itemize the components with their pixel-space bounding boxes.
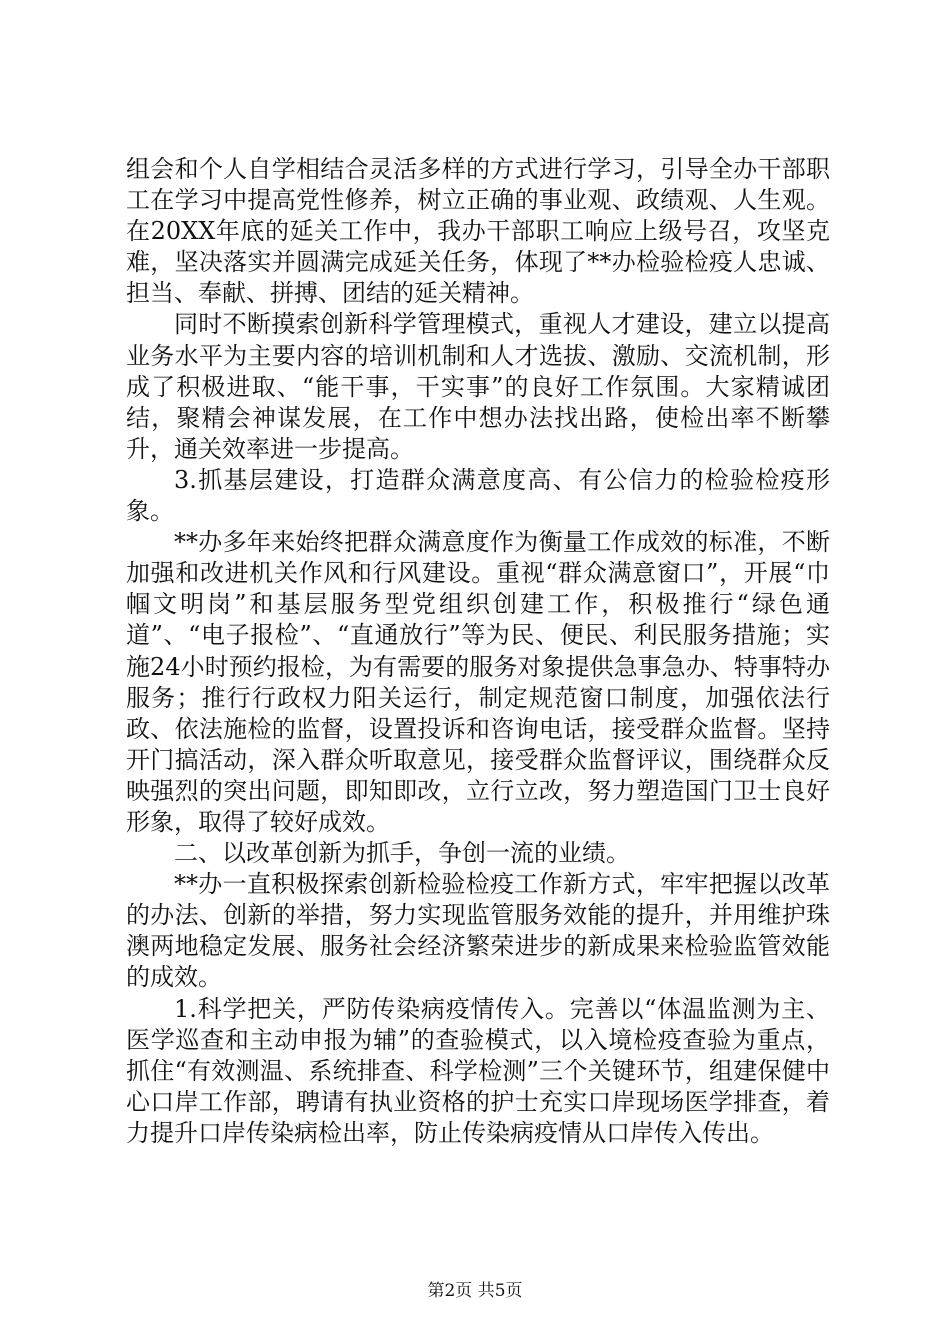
paragraph-heading-3: 3.抓基层建设，打造群众满意度高、有公信力的检验检疫形象。 <box>126 465 830 526</box>
paragraph-section-2-heading: 二、以改革创新为抓手，争创一流的业绩。 <box>174 839 630 868</box>
paragraph-heading-1-epidemic: 1.科学把关，严防传染病疫情传入。完善以“体温监测为主、医学巡查和主动申报为辅”的查验模式，以入境检疫查验为重点，抓住“有效测温、系统排查、科学检测”三个关键环节，组建保健中心口岸工作部，聘请有执业资格的护士充实口岸现场医学排查，着力提升口岸传染病检出率，防止传染病疫情从口岸传入传出。 <box>126 994 830 1147</box>
page-number: 第2页 共5页 <box>427 1281 523 1301</box>
paragraph-continued: 组会和个人自学相结合灵活多样的方式进行学习，引导全办干部职工在学习中提高党性修养，树立正确的事业观、政绩观、人生观。在20XX年底的延关工作中，我办干部职工响应上级号召，攻坚克难，坚决落实并圆满完成延关任务，体现了**办检验检疫人忠诚、担当、奉献、拼搏、团结的延关精神。 <box>126 155 830 308</box>
paragraph-public-satisfaction: **办多年来始终把群众满意度作为衡量工作成效的标准，不断加强和改进机关作风和行风建设。重视“群众满意窗口”，开展“巾帼文明岗”和基层服务型党组织创建工作，积极推行“绿色通道”、“电子报检”、“直通放行”等为民、便民、利民服务措施；实施24小时预约报检，为有需要的服务对象提供急事急办、特事特办服务；推行行政权力阳关运行，制定规范窗口制度，加强依法行政、依法施检的监督，设置投诉和咨询电话，接受群众监督。坚持开门搞活动，深入群众听取意见，接受群众监督评议，围绕群众反映强烈的突出问题，即知即改，立行立改，努力塑造国门卫士良好形象，取得了较好成效。 <box>126 528 830 836</box>
document-body <box>126 154 830 1149</box>
page-footer <box>0 1280 950 1302</box>
paragraph-reform-innovation: **办一直积极探索创新检验检疫工作新方式，牢牢把握以改革的办法、创新的举措，努力实现监管服务效能的提升，并用维护珠澳两地稳定发展、服务社会经济繁荣进步的新成果来检验监管效能的成效。 <box>126 870 830 992</box>
paragraph-management-mode: 同时不断摸索创新科学管理模式，重视人才建设，建立以提高业务水平为主要内容的培训机制和人才选拔、激励、交流机制，形成了积极进取、“能干事，干实事”的良好工作氛围。大家精诚团结，聚精会神谋发展，在工作中想办法找出路，使检出率不断攀升，通关效率进一步提高。 <box>126 310 830 463</box>
